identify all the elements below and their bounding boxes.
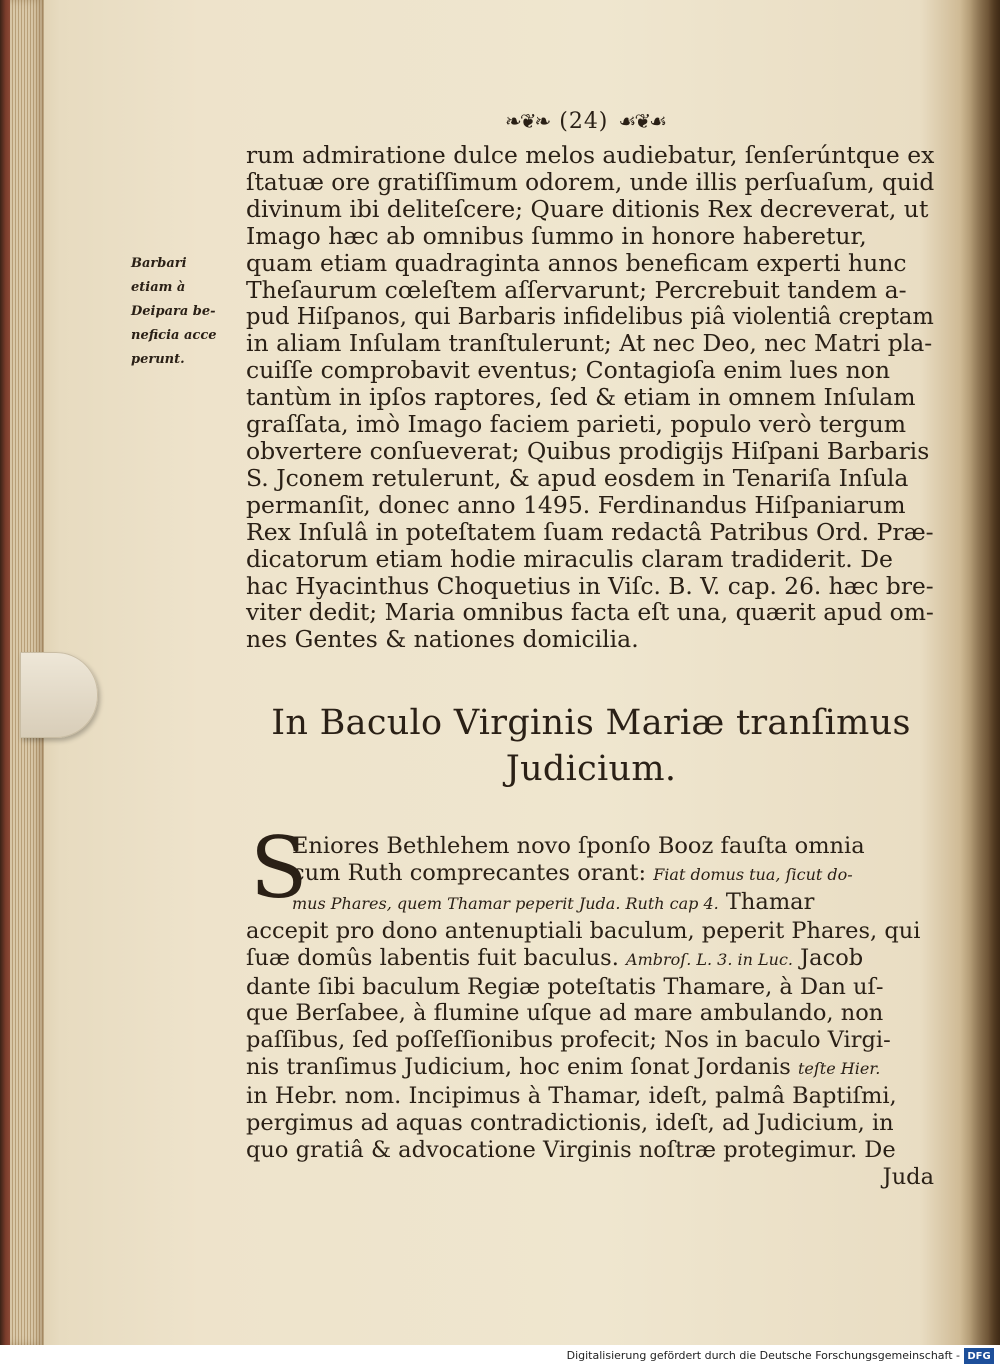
margin-note xyxy=(131,252,243,372)
line-text: ſuæ domûs labentis fuit baculus. xyxy=(246,944,619,971)
dfg-logo: DFG xyxy=(964,1348,994,1364)
main-text-block xyxy=(246,142,934,653)
text-line: hac Hyacinthus Choquetius in Viſc. B. V. cap. 26. hæc bre- xyxy=(246,571,934,600)
text-line: tantùm in ipſos raptores, ſed & etiam in omnem Inſulam xyxy=(246,383,916,412)
text-line: ſtatuæ ore gratiſſimum odorem, unde illis perſuaſum, quid xyxy=(246,167,935,196)
page-header xyxy=(480,104,690,138)
citation: Fiat domus tua, ſicut do- xyxy=(653,864,853,884)
text-line: que Berſabee, à flumine uſque ad mare ambulando, non xyxy=(246,1000,884,1027)
text-line: Theſaurum cœleſtem aſſervarunt; Percrebuit tandem a- xyxy=(246,275,907,304)
citation: Ambroſ. L. 3. in Luc. xyxy=(626,949,793,969)
line-text: Thamar xyxy=(725,888,815,915)
margin-note-line: Deipara be- xyxy=(131,304,216,319)
book-cover-edge xyxy=(0,0,10,1345)
text-line: dicatorum etiam hodie miraculis claram tradiderit. De xyxy=(246,544,893,573)
text-line xyxy=(246,1054,934,1083)
footer-text: Digitalisierung gefördert durch die Deutsche Forschungsgemeinschaft - xyxy=(566,1349,960,1362)
text-line: obvertere conſueverat; Quibus prodigijs Hiſpani Barbaris xyxy=(246,436,930,465)
header-ornament-right: ☙❦☙ xyxy=(618,109,666,133)
text-line: accepit pro dono antenuptiali baculum, peperit Phares, qui xyxy=(246,917,921,944)
text-line: Eniores Bethlehem novo ſponſo Booz fauſta omnia xyxy=(292,833,865,859)
heading-line: In Baculo Virginis Mariæ tranſimus xyxy=(271,703,911,743)
margin-note-line: etiam à xyxy=(131,280,186,295)
text-line xyxy=(246,889,934,918)
heading-line: Judicium. xyxy=(505,749,677,789)
text-line: in Hebr. nom. Incipimus à Thamar, ideſt, palmâ Baptiſmi, xyxy=(246,1083,897,1110)
header-ornament-left: ❧❦❧ xyxy=(504,109,550,133)
line-text: cum Ruth comprecantes orant: xyxy=(292,859,647,886)
line-text: nis tranſimus Judicium, hoc enim ſonat Jordanis xyxy=(246,1054,791,1081)
text-line: quam etiam quadraginta annos beneficam experti hunc xyxy=(246,248,907,277)
text-line: Rex Inſulâ in poteſtatem ſuam redactâ Patribus Ord. Præ- xyxy=(246,517,934,546)
text-line xyxy=(246,945,934,974)
citation: teſte Hier. xyxy=(797,1059,881,1079)
text-line: paſſibus, ſed poſſeſſionibus profecit; Nos in baculo Virgi- xyxy=(246,1027,891,1054)
line-text: Jacob xyxy=(800,944,864,971)
text-line: pud Hiſpanos, qui Barbaris infidelibus piâ violentiâ creptam xyxy=(246,302,934,331)
text-line: nes Gentes & nationes domicilia. xyxy=(246,625,639,654)
text-line: viter dedit; Maria omnibus facta eſt una, quærit apud om- xyxy=(246,598,934,627)
margin-note-line: perunt. xyxy=(131,352,185,367)
text-line: in aliam Inſulam tranſtulerunt; At nec Deo, nec Matri pla- xyxy=(246,329,933,358)
catchword: Juda xyxy=(882,1163,934,1190)
text-line: Imago hæc ab omnibus ſummo in honore haberetur, xyxy=(246,221,867,250)
text-line: permanſit, donec anno 1495. Ferdinandus Hiſpaniarum xyxy=(246,490,906,519)
text-line: S. Jconem retulerunt, & apud eosdem in Tenariſa Inſula xyxy=(246,463,909,492)
text-line: cuiſſe comprobavit eventus; Contagioſa enim lues non xyxy=(246,356,891,385)
funding-footer xyxy=(0,1345,1000,1368)
section-heading xyxy=(246,700,936,792)
text-line: graſſata, imò Imago faciem parieti, populo verò tergum xyxy=(246,410,906,439)
gutter-shadow xyxy=(960,0,1000,1345)
text-line: rum admiratione dulce melos audiebatur, ſenſerúntque ex xyxy=(246,141,935,169)
text-line: pergimus ad aquas contradictionis, ideſt, ad Judicium, in xyxy=(246,1110,894,1137)
text-line xyxy=(246,860,934,889)
text-line: divinum ibi deliteſcere; Quare ditionis Rex decreverat, ut xyxy=(246,194,929,223)
citation: mus Phares, quem Thamar peperit Juda. Ruth cap 4. xyxy=(292,893,719,913)
second-section-text xyxy=(246,833,934,1191)
margin-note-line: Barbari xyxy=(131,256,187,271)
margin-note-line: neficia acce xyxy=(131,328,217,343)
page-number: (24) xyxy=(559,108,609,134)
drop-cap: S xyxy=(250,819,308,917)
text-line: dante ſibi baculum Regiæ poteſtatis Thamare, à Dan uſ- xyxy=(246,973,884,1000)
text-line: quo gratiâ & advocatione Virginis noſtræ protegimur. De xyxy=(246,1136,896,1163)
